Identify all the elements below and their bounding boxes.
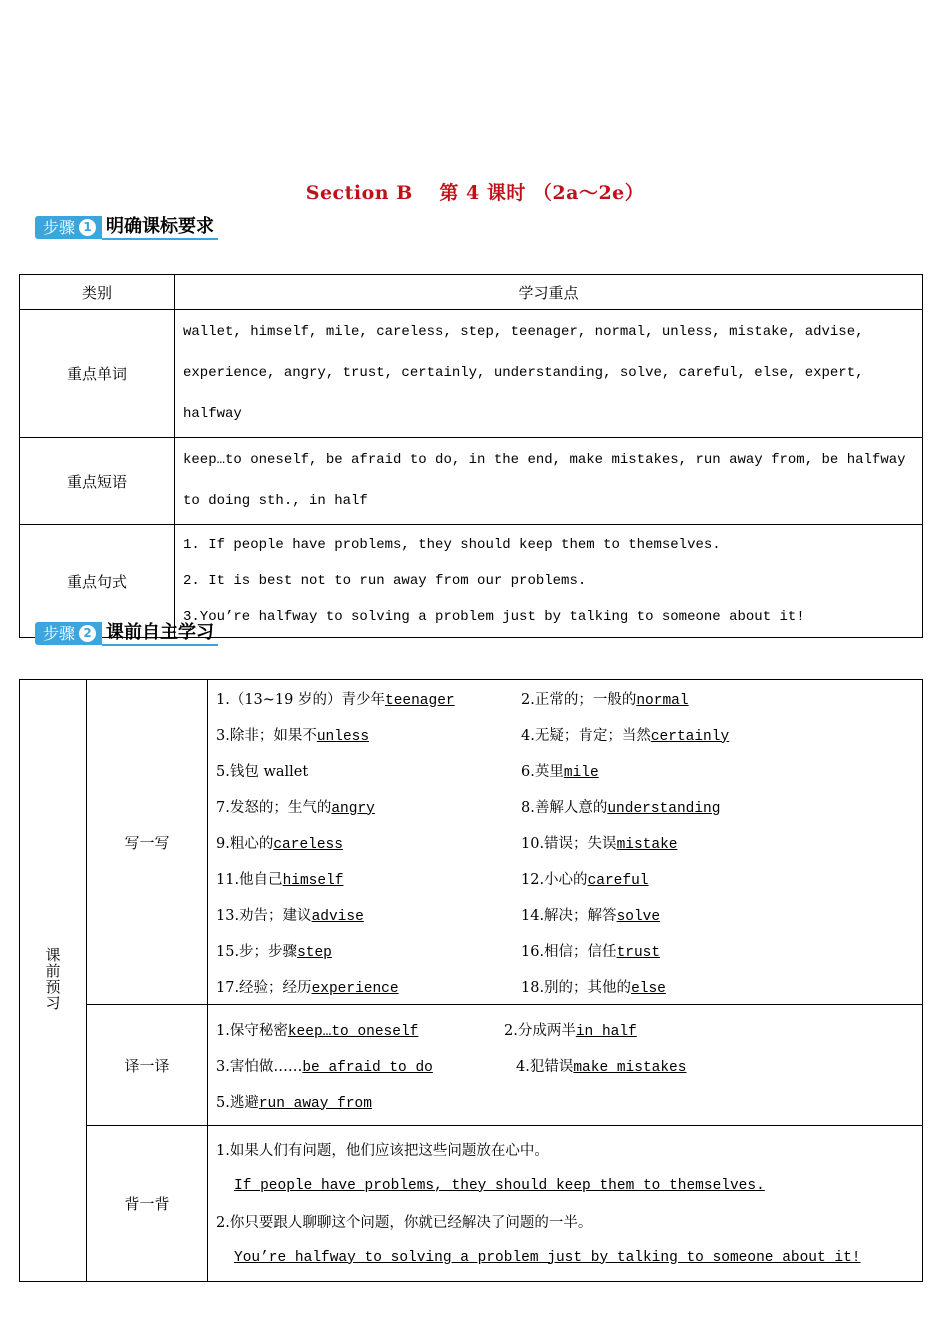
write-label: 写一写: [87, 680, 208, 1005]
list-item: 11.他自己himself 12.小心的careful: [216, 871, 649, 889]
step2-banner: [35, 620, 218, 647]
recite-question-1: 1.如果人们有问题，他们应该把这些问题放在心中。: [216, 1143, 549, 1159]
phrases-content: keep…to oneself, be afraid to do, in the end, make mistakes, run away from, be halfway to doing sth., in half: [175, 438, 923, 525]
list-item: 17.经验；经历experience 18.别的；其他的else: [216, 979, 666, 997]
step1-tag: 步骤 1: [35, 216, 102, 239]
list-item: 15.步；步骤step 16.相信；信任trust: [216, 943, 661, 961]
words-content: wallet, himself, mile, careless, step, teenager, normal, unless, mistake, advise, experience, angry, trust, certainly, understanding, solve, careful, else, expert, halfway: [175, 310, 923, 438]
list-item: 9.粗心的careless 10.错误；失误mistake: [216, 835, 678, 853]
list-item: 3.除非；如果不unless 4.无疑；肯定；当然certainly: [216, 727, 730, 745]
recite-label: 背一背: [87, 1126, 208, 1282]
recite-items: [208, 1126, 923, 1282]
step2-tag: 步骤 2: [35, 622, 102, 645]
sentence-1: 1. If people have problems, they should keep them to themselves.: [183, 537, 721, 553]
translate-items: [208, 1005, 923, 1126]
translate-label: 译一译: [87, 1005, 208, 1126]
words-label: 重点单词: [20, 310, 175, 438]
write-items: [208, 680, 923, 1005]
preview-table: [19, 679, 923, 1282]
step1-banner: [35, 214, 218, 241]
list-item: 13.劝告；建议advise 14.解决；解答solve: [216, 907, 661, 925]
phrases-label: 重点短语: [20, 438, 175, 525]
step-number-badge: 1: [79, 219, 96, 236]
sentence-2: 2. It is best not to run away from our problems.: [183, 573, 587, 589]
list-item: 5.逃避run away from: [216, 1094, 372, 1112]
recite-answer-1: If people have problems, they should keep them to themselves.: [234, 1177, 765, 1194]
preview-group-cell: [20, 680, 87, 1282]
recite-question-2: 2.你只要跟人聊聊这个问题，你就已经解决了问题的一半。: [216, 1215, 593, 1231]
page-title: Section B 第 4 课时 （2a～2e）: [305, 182, 645, 204]
list-item: 7.发怒的；生气的angry 8.善解人意的understanding: [216, 799, 721, 817]
list-item: 1.（13~19 岁的）青少年teenager 2.正常的；一般的normal: [216, 691, 689, 709]
step2-label: 课前自主学习: [102, 621, 218, 646]
list-item: 5.钱包 wallet 6.英里mile: [216, 763, 599, 781]
preview-group-label: 课前预习: [43, 946, 62, 1011]
list-item: 1.保守秘密keep…to oneself 2.分成两半in half: [216, 1022, 637, 1040]
sentences-label: 重点句式: [20, 525, 175, 638]
step-number-badge: 2: [79, 625, 96, 642]
sentences-content: [175, 525, 923, 638]
sentence-3: 3.You’re halfway to solving a problem just by talking to someone about it!: [183, 609, 805, 625]
curriculum-table: [19, 274, 923, 638]
header-category: 类别: [20, 275, 175, 310]
header-focus: 学习重点: [175, 275, 923, 310]
step1-label: 明确课标要求: [102, 215, 218, 240]
recite-answer-2: You’re halfway to solving a problem just by talking to someone about it!: [234, 1249, 861, 1266]
list-item: 3.害怕做……be afraid to do 4.犯错误make mistakes: [216, 1058, 687, 1076]
